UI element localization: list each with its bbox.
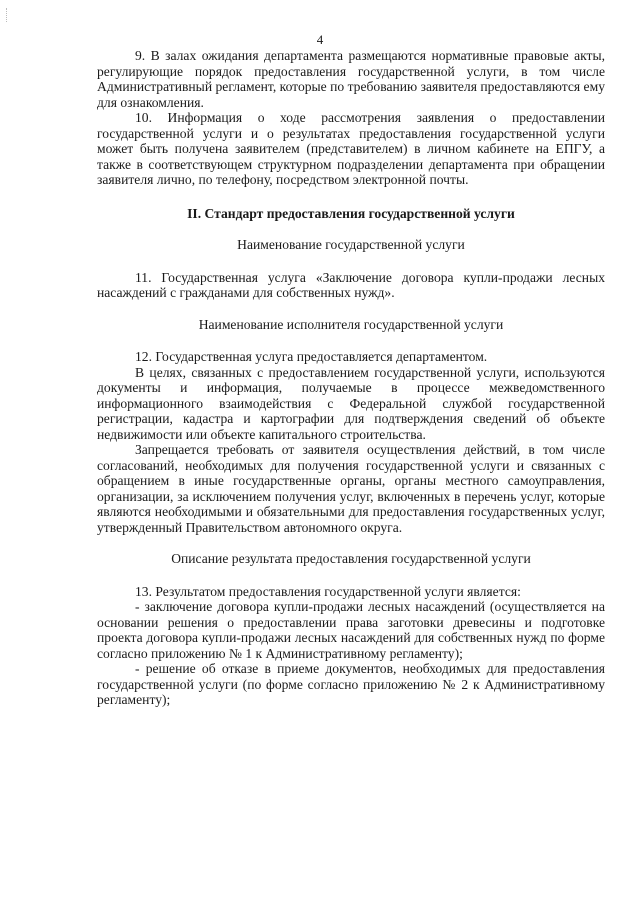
subheading-service-name: Наименование государственной услуги — [237, 237, 465, 252]
paragraph-12: 12. Государственная услуга предоставляется департаментом. — [135, 349, 488, 364]
paragraph-13: 13. Результатом предоставления государственной услуги является: — [135, 583, 521, 599]
paragraph-12-interagency: В целях, связанных с предоставлением государственной услуги, используются документы и информация, получаемые в процессе межведомственного информационного взаимодействия с Федеральной службой государственной регистрации, кадастра и картографии для подтверждения сведений об объекте недвижимости или объекте капитального строительства. — [97, 364, 605, 442]
scan-edge-mark — [6, 8, 9, 22]
paragraph-12-prohibition: Запрещается требовать от заявителя осуществления действий, в том числе согласований, необходимых для получения государственной услуги и связанных с обращением в иные государственные органы, органы местного самоуправления, организации, за исключением получения услуг, включенных в перечень услуг, которые являются необходимыми и обязательными для предоставления государственных услуг, утвержденный Правительством автономного округа. — [97, 442, 605, 535]
page-number: 4 — [316, 32, 324, 47]
subheading-executor-name: Наименование исполнителя государственной услуги — [198, 316, 504, 332]
subheading-result-description: Описание результата предоставления государственной услуги — [171, 551, 531, 566]
paragraph-9: 9. В залах ожидания департамента размещаются нормативные правовые акты, регулирующие порядок предоставления государственной услуги, в том числе Административный регламент, которые по требованию заявителя предоставляются ему для ознакомления. — [97, 48, 605, 110]
section-title: II. Стандарт предоставления государственной услуги — [187, 205, 515, 221]
paragraph-11: 11. Государственная услуга «Заключение договора купли-продажи лесных насаждений с гражданами для собственных нужд». — [97, 269, 605, 300]
paragraph-10: 10. Информация о ходе рассмотрения заявления о предоставлении государственной услуги и о результатах предоставления государственной услуги может быть получена заявителем (представителем) в личном кабинете на ЕПГУ, а также в соответствующем структурном подразделении департамента при обращении заявителя лично, по телефону, посредством электронной почты. — [97, 110, 605, 187]
paragraph-13-item-refusal: - решение об отказе в приеме документов, необходимых для предоставления государственной услуги (по форме согласно приложению № 2 к Административному регламенту); — [97, 661, 605, 707]
document-body — [97, 48, 605, 708]
paragraph-13-item-contract: - заключение договора купли-продажи лесных насаждений (осуществляется на основании решения о предоставлении права заготовки древесины и подготовке проекта договора купли-продажи лесных насаждений для собственных нужд по форме согласно приложению № 1 к Административному регламенту); — [97, 599, 605, 661]
